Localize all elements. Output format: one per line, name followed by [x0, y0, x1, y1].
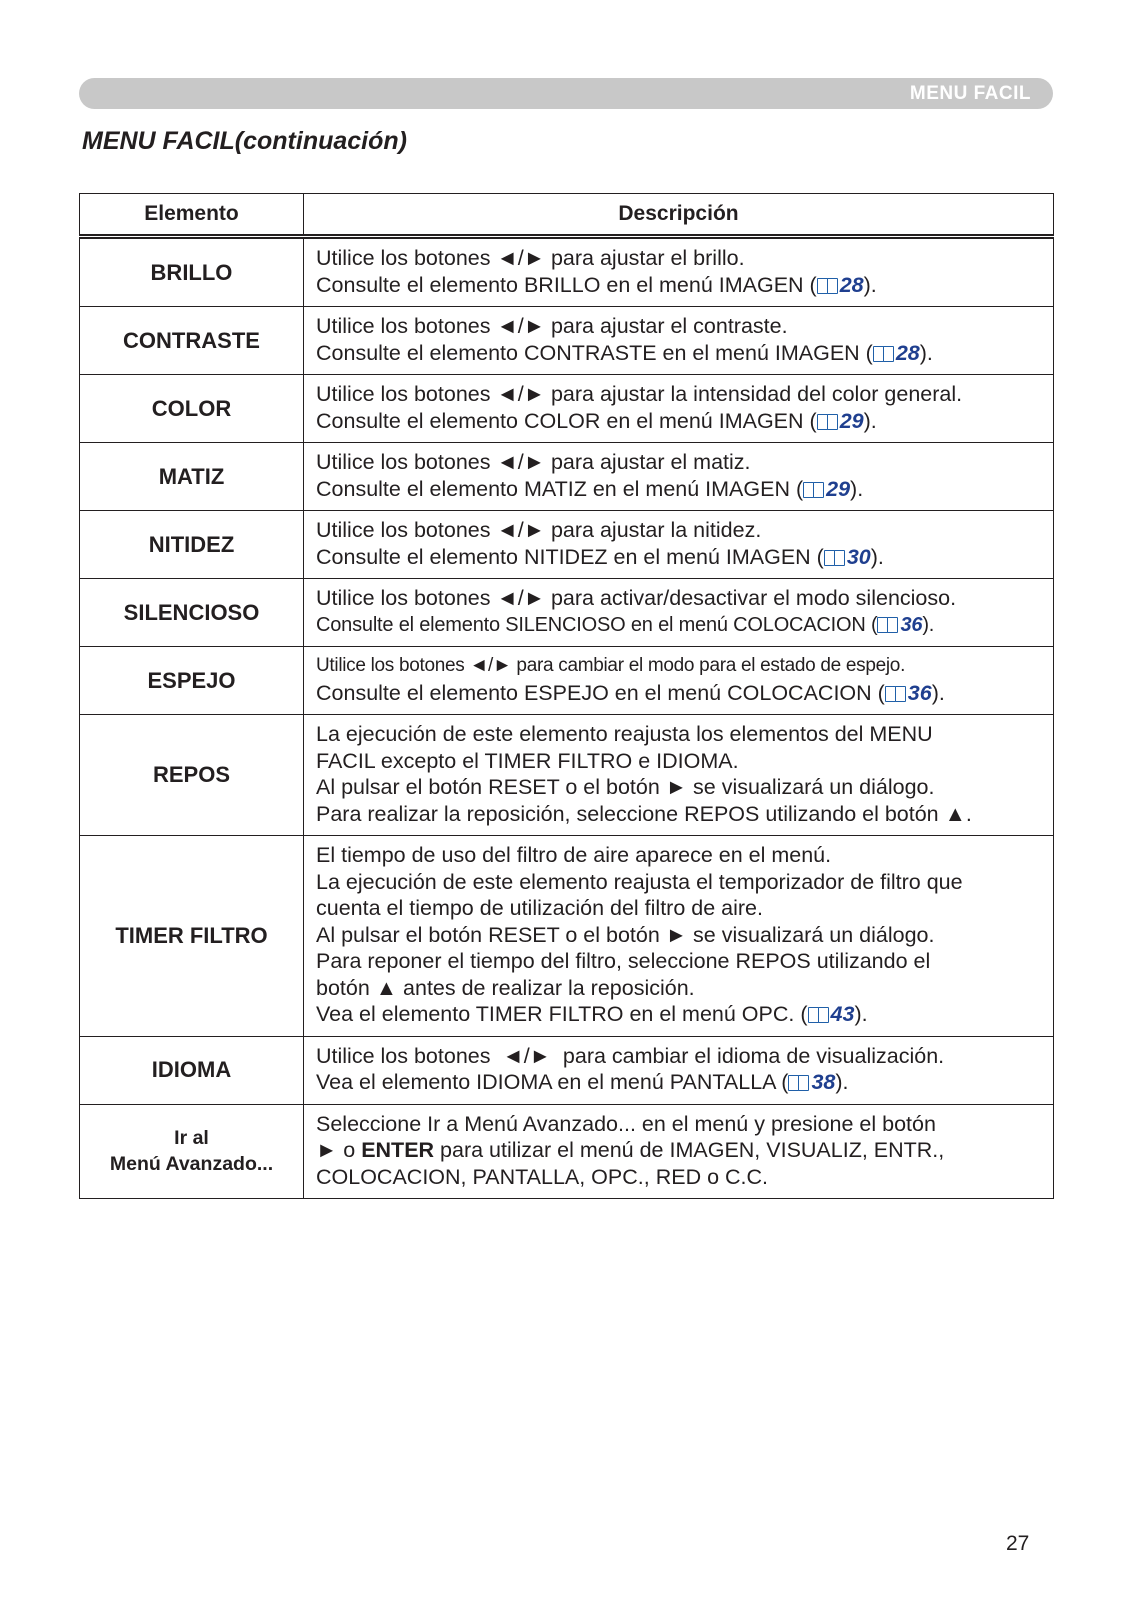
description-line: Utilice los botones ◄/► para ajustar el contraste. — [316, 314, 788, 338]
description-line: ► o ENTER para utilizar el menú de IMAGEN, VISUALIZ, ENTR., — [316, 1138, 945, 1162]
item-description — [304, 836, 1054, 1037]
table-row — [80, 836, 1054, 1037]
item-name: MATIZ — [80, 443, 304, 511]
description-line: Consulte el elemento NITIDEZ en el menú IMAGEN ( 30). — [316, 544, 884, 569]
description-line: Consulte el elemento BRILLO en el menú IMAGEN ( 28). — [316, 272, 877, 297]
item-description — [304, 647, 1054, 715]
description-line: botón ▲ antes de realizar la reposición. — [316, 975, 695, 1000]
item-description — [304, 1036, 1054, 1104]
description-line: Consulte el elemento SILENCIOSO en el menú COLOCACION ( 36). — [316, 613, 935, 636]
book-reference-icon — [788, 1074, 810, 1091]
table-row — [80, 647, 1054, 715]
column-header-item: Elemento — [80, 194, 304, 237]
description-line: Utilice los botones ◄/► para activar/desactivar el modo silencioso. — [316, 586, 957, 610]
item-description — [304, 579, 1054, 647]
description-line: Al pulsar el botón RESET o el botón ► se visualizará un diálogo. — [316, 775, 935, 799]
description-line: La ejecución de este elemento reajusta los elementos del MENU — [316, 722, 933, 746]
item-name: SILENCIOSO — [80, 579, 304, 647]
description-line: Consulte el elemento ESPEJO en el menú COLOCACION ( 36). — [316, 680, 945, 705]
description-line: Utilice los botones ◄/► para ajustar el matiz. — [316, 450, 751, 474]
description-line: Utilice los botones ◄/► para cambiar el idioma de visualización. — [316, 1043, 945, 1068]
item-name: BRILLO — [80, 237, 304, 307]
page-reference: 28 — [839, 272, 864, 297]
description-line: COLOCACION, PANTALLA, OPC., RED o C.C. — [316, 1164, 768, 1189]
item-description — [304, 1104, 1054, 1199]
item-name-line: Ir al — [174, 1127, 209, 1150]
table-row — [80, 307, 1054, 375]
page-reference: 43 — [830, 1002, 855, 1026]
page-title: MENU FACIL(continuación) — [82, 127, 407, 155]
item-description — [304, 511, 1054, 579]
description-line: La ejecución de este elemento reajusta el temporizador de filtro que — [316, 869, 963, 894]
page-number: 27 — [1006, 1532, 1030, 1555]
item-description — [304, 443, 1054, 511]
description-line: cuenta el tiempo de utilización del filtro de aire. — [316, 896, 763, 920]
table-row — [80, 443, 1054, 511]
description-line: El tiempo de uso del filtro de aire aparece en el menú. — [316, 843, 832, 867]
description-line: Para realizar la reposición, seleccione REPOS utilizando el botón ▲. — [316, 801, 972, 826]
page-reference: 38 — [811, 1070, 836, 1094]
enter-key-label: ENTER — [361, 1138, 435, 1162]
item-description — [304, 715, 1054, 836]
description-line: Consulte el elemento CONTRASTE en el menú IMAGEN ( 28). — [316, 340, 933, 365]
item-name: COLOR — [80, 375, 304, 443]
book-reference-icon — [803, 481, 825, 498]
description-line: Utilice los botones ◄/► para ajustar el brillo. — [316, 246, 745, 270]
description-line: Vea el elemento TIMER FILTRO en el menú OPC. ( 43). — [316, 1002, 868, 1026]
table-row — [80, 237, 1054, 307]
description-line: Consulte el elemento COLOR en el menú IMAGEN ( 29). — [316, 408, 877, 433]
page-reference: 30 — [846, 544, 871, 569]
menu-table — [79, 193, 1054, 1199]
page-reference: 36 — [907, 680, 932, 705]
description-line: Al pulsar el botón RESET o el botón ► se visualizará un diálogo. — [316, 922, 935, 947]
book-reference-icon — [808, 1006, 830, 1023]
page-reference: 28 — [895, 340, 920, 365]
item-name-line: Menú Avanzado... — [109, 1153, 274, 1176]
section-label: MENU FACIL — [909, 83, 1031, 104]
book-reference-icon — [824, 549, 846, 566]
page-reference: 29 — [839, 408, 864, 433]
page-reference: 29 — [826, 476, 851, 501]
item-name: IDIOMA — [80, 1036, 304, 1104]
item-description — [304, 375, 1054, 443]
table-header-row — [80, 194, 1054, 237]
item-description — [304, 237, 1054, 307]
book-reference-icon — [885, 685, 907, 702]
item-name: CONTRASTE — [80, 307, 304, 375]
description-line: Utilice los botones ◄/► para ajustar la nitidez. — [316, 518, 762, 542]
item-name: TIMER FILTRO — [80, 836, 304, 1037]
table-row — [80, 579, 1054, 647]
table-row — [80, 1036, 1054, 1104]
item-description — [304, 307, 1054, 375]
description-line: Seleccione Ir a Menú Avanzado... en el menú y presione el botón — [316, 1111, 936, 1136]
page-reference: 36 — [900, 613, 923, 636]
description-line: Vea el elemento IDIOMA en el menú PANTALLA ( 38). — [316, 1070, 849, 1094]
description-line: FACIL excepto el TIMER FILTRO e IDIOMA. — [316, 748, 739, 773]
table-row — [80, 375, 1054, 443]
book-reference-icon — [877, 616, 899, 633]
book-reference-icon — [873, 345, 895, 362]
item-name — [80, 1104, 304, 1199]
description-line: Para reponer el tiempo del filtro, seleccione REPOS utilizando el — [316, 949, 931, 973]
item-name: NITIDEZ — [80, 511, 304, 579]
column-header-description: Descripción — [304, 194, 1054, 237]
item-name: REPOS — [80, 715, 304, 836]
description-line: Utilice los botones ◄/► para ajustar la intensidad del color general. — [316, 382, 963, 406]
book-reference-icon — [817, 277, 839, 294]
description-line: Utilice los botones ◄/► para cambiar el modo para el estado de espejo. — [316, 655, 906, 676]
table-row — [80, 1104, 1054, 1199]
table-row — [80, 715, 1054, 836]
section-header-bar — [79, 78, 1053, 109]
description-line: Consulte el elemento MATIZ en el menú IMAGEN ( 29). — [316, 476, 864, 501]
book-reference-icon — [817, 413, 839, 430]
item-name: ESPEJO — [80, 647, 304, 715]
table-row — [80, 511, 1054, 579]
